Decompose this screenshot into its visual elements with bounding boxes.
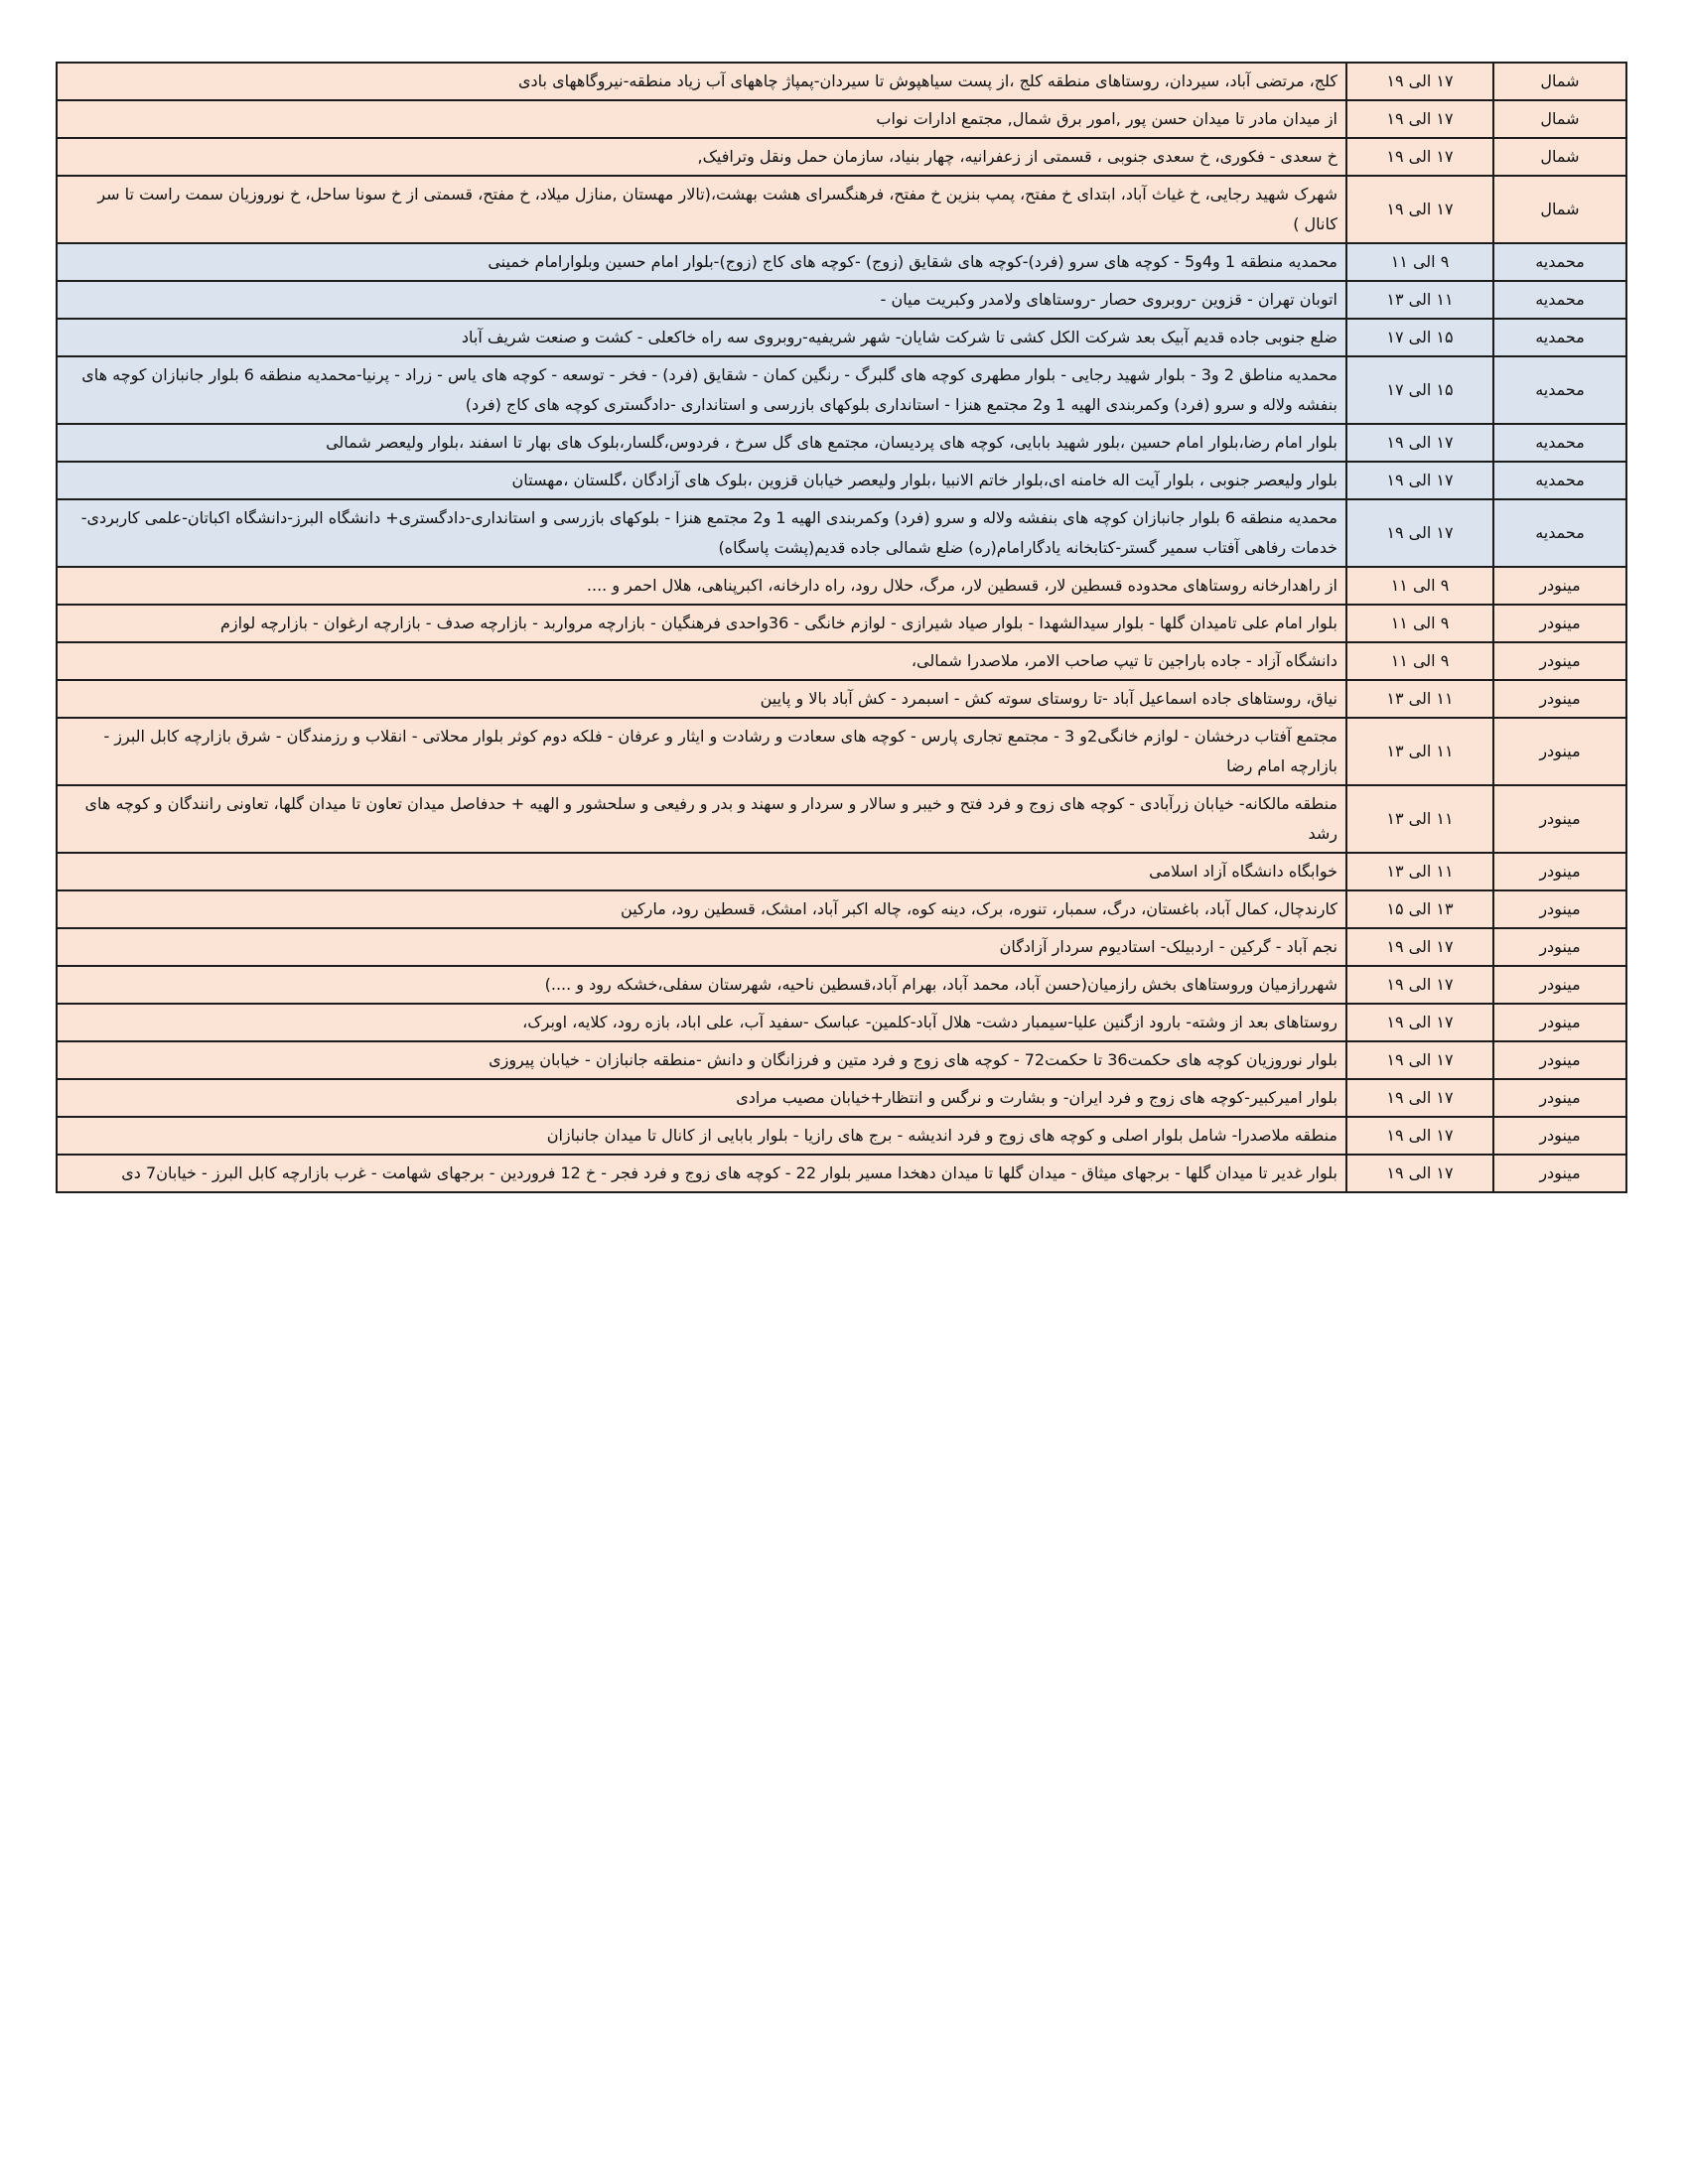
time-range-cell: ۱۱ الی ۱۳ — [1346, 853, 1493, 890]
region-cell: مینودر — [1493, 718, 1626, 785]
time-range-cell: ۹ الی ۱۱ — [1346, 567, 1493, 605]
time-range-cell: ۱۷ الی ۱۹ — [1346, 1155, 1493, 1192]
table-row — [57, 605, 1626, 642]
table-row — [57, 499, 1626, 567]
areas-cell: محمدیه مناطق 2 و3 - بلوار شهید رجایی - بلوار مطهری کوچه های گلبرگ - رنگین کمان - شقایق (فرد) - فخر - توسعه - کوچه های یاس - زراد - پرنیا-محمدیه منطقه 6 بلوار جانبازان کوچه های بنفشه ولاله و سرو (فرد) وکمربندی الهیه 1 و2 مجتمع هنزا - استانداری بلوکهای بازرسی و استانداری -دادگستری کوچه های کاج (فرد) — [57, 356, 1346, 424]
table-row — [57, 281, 1626, 319]
areas-cell: نیاق، روستاهای جاده اسماعیل آباد -تا روستای سوته کش - اسبمرد - کش آباد بالا و پایین — [57, 680, 1346, 718]
region-cell: شمال — [1493, 63, 1626, 100]
table-row — [57, 853, 1626, 890]
time-range-cell: ۱۷ الی ۱۹ — [1346, 1041, 1493, 1079]
region-cell: شمال — [1493, 100, 1626, 138]
region-cell: محمدیه — [1493, 319, 1626, 356]
areas-cell: بلوار ولیعصر جنوبی ، بلوار آیت اله خامنه ای،بلوار خاتم الانبیا ،بلوار ولیعصر خیابان قزوین ،بلوک های آزادگان ،گلستان ،مهستان — [57, 462, 1346, 499]
time-range-cell: ۱۱ الی ۱۳ — [1346, 785, 1493, 853]
table-row — [57, 100, 1626, 138]
region-cell: محمدیه — [1493, 281, 1626, 319]
time-range-cell: ۱۷ الی ۱۹ — [1346, 176, 1493, 243]
time-range-cell: ۱۱ الی ۱۳ — [1346, 718, 1493, 785]
time-range-cell: ۹ الی ۱۱ — [1346, 243, 1493, 281]
time-range-cell: ۱۳ الی ۱۵ — [1346, 890, 1493, 928]
region-cell: مینودر — [1493, 1004, 1626, 1041]
areas-cell: کارندچال، کمال آباد، باغستان، درگ، سمبار، تنوره، برک، دینه کوه، چاله اکبر آباد، امشک، قسطین رود، مارکین — [57, 890, 1346, 928]
areas-cell: روستاهای بعد از وشته- بارود ازگنین علیا-سیمبار دشت- هلال آباد-کلمین- عباسک -سفید آب، علی اباد، بازه رود، کلایه، اوبرک، — [57, 1004, 1346, 1041]
areas-cell: خ سعدی - فکوری، خ سعدی جنوبی ، قسمتی از زعفرانیه، چهار بنیاد، سازمان حمل ونقل وترافیک, — [57, 138, 1346, 176]
table-row — [57, 1155, 1626, 1192]
areas-cell: بلوار غدیر تا میدان گلها - برجهای میثاق - میدان گلها تا میدان دهخدا مسیر بلوار 22 - کوچه های زوج و فرد فجر - خ 12 فروردین - برجهای شهامت - غرب بازارچه کابل البرز - خیابان7 دی — [57, 1155, 1346, 1192]
table-row — [57, 319, 1626, 356]
areas-cell: بلوار نوروزیان کوچه های حکمت36 تا حکمت72 - کوچه های زوج و فرد متین و فرزانگان و دانش -منطقه جانبازان - خیابان پیروزی — [57, 1041, 1346, 1079]
areas-cell: محمدیه منطقه 6 بلوار جانبازان کوچه های بنفشه ولاله و سرو (فرد) وکمربندی الهیه 1 و2 مجتمع هنزا - بلوکهای بازرسی و استانداری-دادگستری+ دانشگاه البرز-دانشگاه اکباتان-علمی کاربردی-خدمات رفاهی آفتاب سمیر گستر-کتابخانه یادگارامام(ره) ضلع شمالی جاده قدیم(پشت پاسگاه) — [57, 499, 1346, 567]
areas-cell: ضلع جنوبی جاده قدیم آبیک بعد شرکت الکل کشی تا شرکت شایان- شهر شریفیه-روبروی سه راه خاکعلی - کشت و صنعت شریف آباد — [57, 319, 1346, 356]
region-cell: محمدیه — [1493, 424, 1626, 462]
table-row — [57, 356, 1626, 424]
areas-cell: اتوبان تهران - قزوین -روبروی حصار -روستاهای ولامدر وکبریت میان - — [57, 281, 1346, 319]
table-row — [57, 1117, 1626, 1155]
time-range-cell: ۱۷ الی ۱۹ — [1346, 138, 1493, 176]
time-range-cell: ۱۷ الی ۱۹ — [1346, 1117, 1493, 1155]
region-cell: مینودر — [1493, 1041, 1626, 1079]
schedule-body — [57, 63, 1626, 1192]
time-range-cell: ۱۵ الی ۱۷ — [1346, 356, 1493, 424]
areas-cell: منطقه ملاصدرا- شامل بلوار اصلی و کوچه های زوج و فرد اندیشه - برج های رازیا - بلوار بابایی از کانال تا میدان جانبازان — [57, 1117, 1346, 1155]
table-row — [57, 785, 1626, 853]
areas-cell: منطقه مالکانه- خیابان زرآبادی - کوچه های زوج و فرد فتح و خیبر و سالار و سردار و سهند و بدر و رفیعی و سلحشور و الهیه + حدفاصل میدان تعاون تا میدان گلها، تعاونی رانندگان و کوچه های رشد — [57, 785, 1346, 853]
region-cell: مینودر — [1493, 605, 1626, 642]
region-cell: مینودر — [1493, 966, 1626, 1004]
region-cell: مینودر — [1493, 928, 1626, 966]
table-row — [57, 1004, 1626, 1041]
time-range-cell: ۱۷ الی ۱۹ — [1346, 1004, 1493, 1041]
region-cell: مینودر — [1493, 567, 1626, 605]
region-cell: شمال — [1493, 138, 1626, 176]
table-row — [57, 63, 1626, 100]
time-range-cell: ۱۷ الی ۱۹ — [1346, 100, 1493, 138]
table-row — [57, 138, 1626, 176]
time-range-cell: ۱۷ الی ۱۹ — [1346, 424, 1493, 462]
table-row — [57, 243, 1626, 281]
region-cell: مینودر — [1493, 642, 1626, 680]
areas-cell: خوابگاه دانشگاه آزاد اسلامی — [57, 853, 1346, 890]
time-range-cell: ۹ الی ۱۱ — [1346, 605, 1493, 642]
time-range-cell: ۱۷ الی ۱۹ — [1346, 928, 1493, 966]
table-row — [57, 462, 1626, 499]
areas-cell: بلوار امام رضا،بلوار امام حسین ،بلور شهید بابایی، کوچه های پردیسان، مجتمع های گل سرخ ، فردوس،گلسار،بلوک های بهار تا اسفند ،بلوار ولیعصر شمالی — [57, 424, 1346, 462]
table-row — [57, 1079, 1626, 1117]
region-cell: مینودر — [1493, 680, 1626, 718]
areas-cell: شهرک شهید رجایی، خ غیاث آباد، ابتدای خ مفتح، پمپ بنزین خ مفتح، فرهنگسرای هشت بهشت،(تالار مهستان ,منازل میلاد، خ مفتح، قسمتی از خ سونا ساحل، خ نوروزیان سمت راست تا سر کانال ) — [57, 176, 1346, 243]
region-cell: مینودر — [1493, 1117, 1626, 1155]
time-range-cell: ۱۵ الی ۱۷ — [1346, 319, 1493, 356]
table-row — [57, 1041, 1626, 1079]
areas-cell: از میدان مادر تا میدان حسن پور ,امور برق شمال, مجتمع ادارات نواب — [57, 100, 1346, 138]
areas-cell: مجتمع آفتاب درخشان - لوازم خانگی2و 3 - مجتمع تجاری پارس - کوچه های سعادت و رشادت و ایثار و عرفان - فلکه دوم کوثر بلوار محلاتی - انقلاب و رزمندگان - شرق بازارچه کابل البرز - بازارچه امام رضا — [57, 718, 1346, 785]
region-cell: مینودر — [1493, 853, 1626, 890]
region-cell: مینودر — [1493, 890, 1626, 928]
areas-cell: از راهدارخانه روستاهای محدوده قسطین لار، قسطین لار، مرگ، حلال رود، راه دارخانه، اکبرپناهی، هلال احمر و .... — [57, 567, 1346, 605]
time-range-cell: ۱۱ الی ۱۳ — [1346, 281, 1493, 319]
areas-cell: بلوار امیرکبیر-کوچه های زوج و فرد ایران- و بشارت و نرگس و انتظار+خیابان مصیب مرادی — [57, 1079, 1346, 1117]
time-range-cell: ۱۱ الی ۱۳ — [1346, 680, 1493, 718]
table-row — [57, 966, 1626, 1004]
table-row — [57, 567, 1626, 605]
areas-cell: شهررازمیان وروستاهای بخش رازمیان(حسن آباد، محمد آباد، بهرام آباد،قسطین ناحیه، شهرستان سفلی،خشکه رود و ....) — [57, 966, 1346, 1004]
region-cell: مینودر — [1493, 1079, 1626, 1117]
outage-schedule-table — [56, 62, 1627, 1193]
table-row — [57, 176, 1626, 243]
region-cell: محمدیه — [1493, 462, 1626, 499]
region-cell: محمدیه — [1493, 499, 1626, 567]
table-row — [57, 680, 1626, 718]
region-cell: شمال — [1493, 176, 1626, 243]
table-row — [57, 718, 1626, 785]
table-row — [57, 928, 1626, 966]
time-range-cell: ۱۷ الی ۱۹ — [1346, 462, 1493, 499]
time-range-cell: ۱۷ الی ۱۹ — [1346, 1079, 1493, 1117]
areas-cell: دانشگاه آزاد - جاده باراجین تا تیپ صاحب الامر، ملاصدرا شمالی، — [57, 642, 1346, 680]
areas-cell: بلوار امام علی تامیدان گلها - بلوار سیدالشهدا - بلوار صیاد شیرازی - لوازم خانگی - 36واحدی فرهنگیان - بازارچه مرواربد - بازارچه صدف - بازارچه ارغوان - بازارچه لوازم — [57, 605, 1346, 642]
table-row — [57, 890, 1626, 928]
time-range-cell: ۱۷ الی ۱۹ — [1346, 966, 1493, 1004]
areas-cell: نجم آباد - گرکین - اردبیلک- استادیوم سردار آزادگان — [57, 928, 1346, 966]
region-cell: محمدیه — [1493, 356, 1626, 424]
region-cell: مینودر — [1493, 1155, 1626, 1192]
table-row — [57, 642, 1626, 680]
table-row — [57, 424, 1626, 462]
region-cell: محمدیه — [1493, 243, 1626, 281]
areas-cell: کلج، مرتضی آباد، سیردان، روستاهای منطقه کلج ،از پست سیاهپوش تا سیردان-پمپاژ چاههای آب زیاد منطقه-نیروگاههای بادی — [57, 63, 1346, 100]
time-range-cell: ۹ الی ۱۱ — [1346, 642, 1493, 680]
areas-cell: محمدیه منطقه 1 و4و5 - کوچه های سرو (فرد)-کوچه های شقایق (زوج) -کوچه های کاج (زوج)-بلوار امام حسین وبلوارامام خمینی — [57, 243, 1346, 281]
time-range-cell: ۱۷ الی ۱۹ — [1346, 499, 1493, 567]
region-cell: مینودر — [1493, 785, 1626, 853]
time-range-cell: ۱۷ الی ۱۹ — [1346, 63, 1493, 100]
